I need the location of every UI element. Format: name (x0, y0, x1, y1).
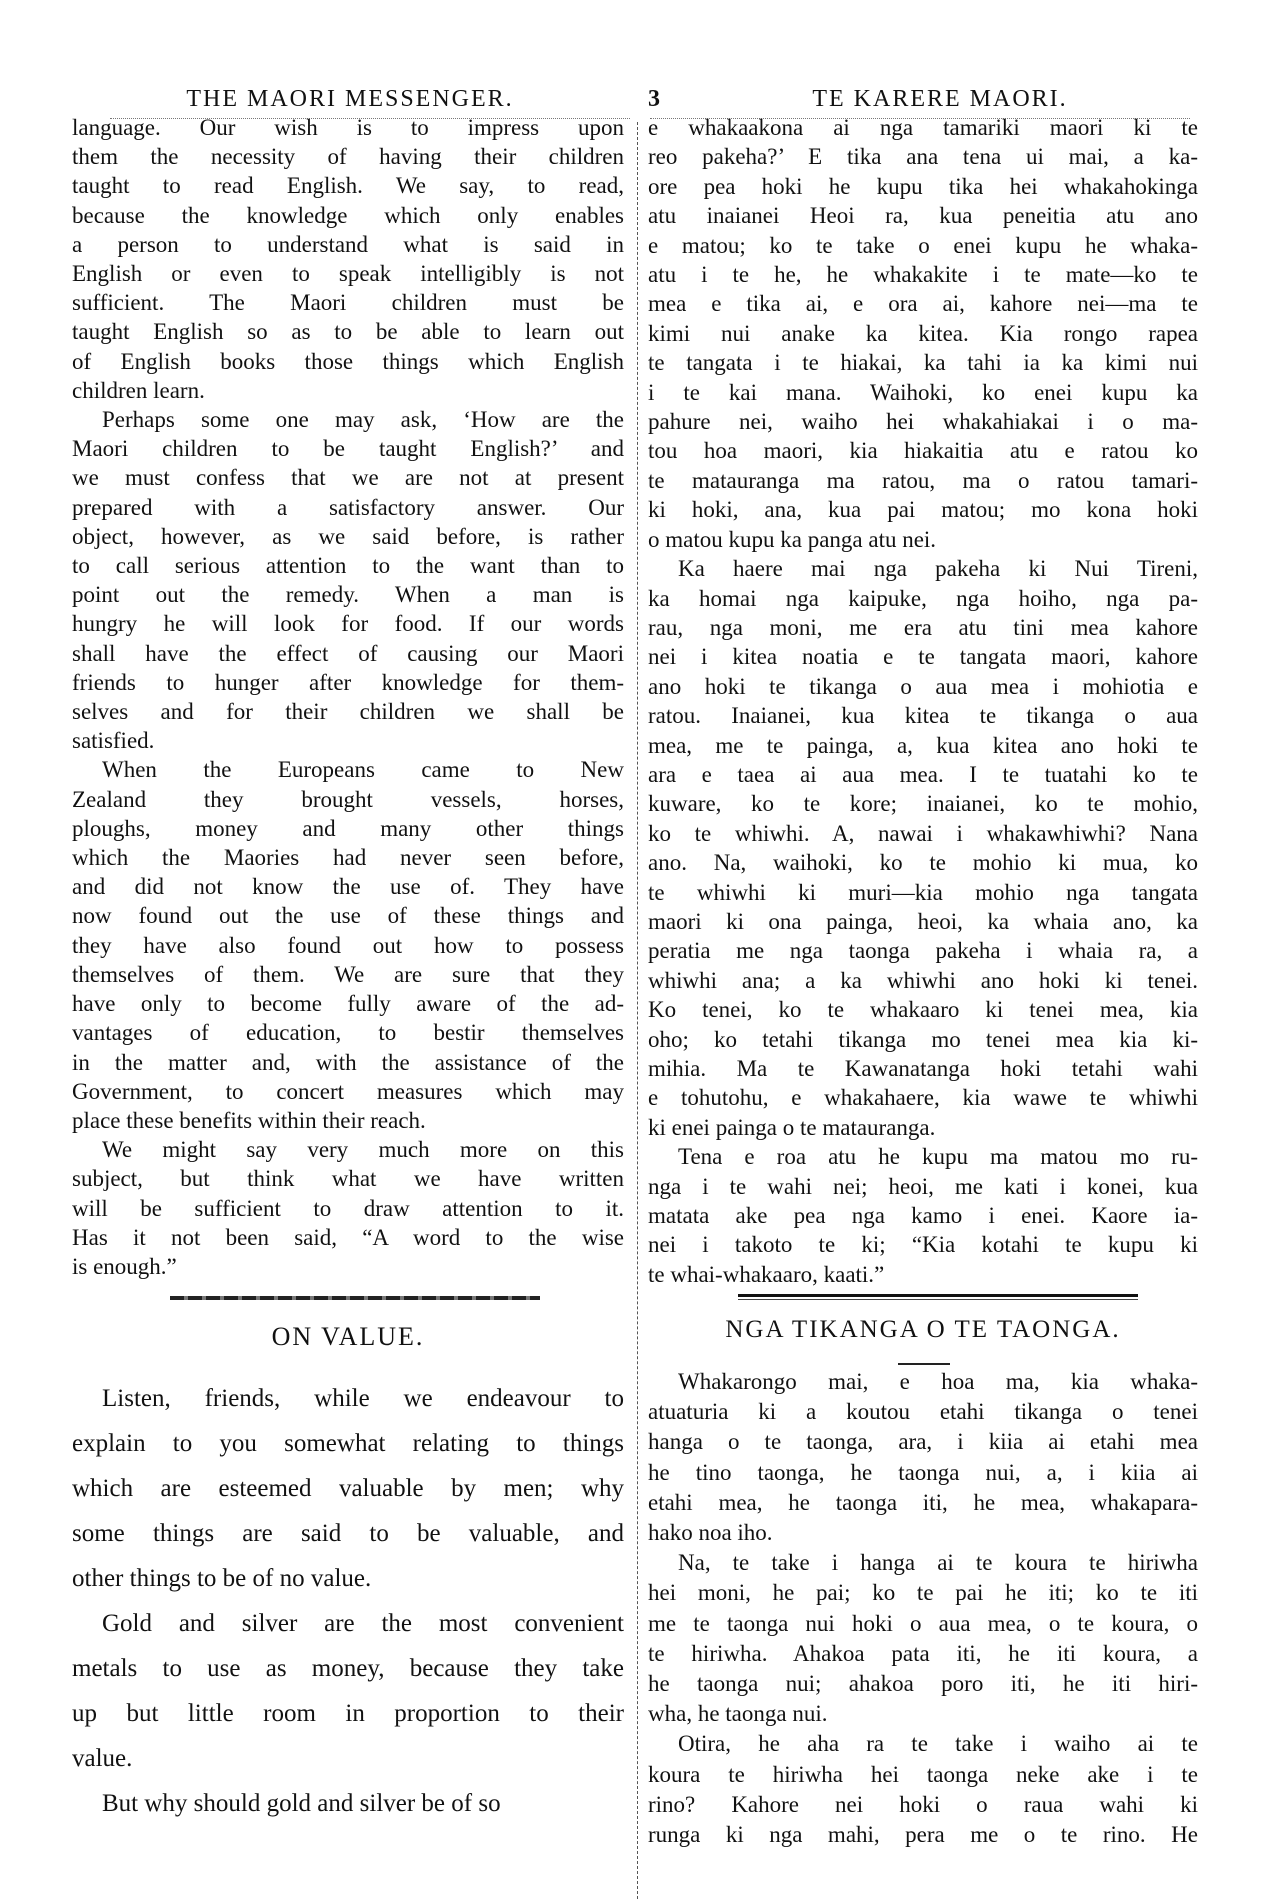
text-line: he taonga nui; ahakoa poro iti, he iti hiri- (648, 1671, 1198, 1697)
article-education-english (72, 113, 624, 1281)
text-line: etahi mea, he taonga iti, he mea, whakapara- (648, 1489, 1198, 1515)
text-line: Whakarongo mai, e hoa ma, kia whaka- (678, 1369, 1198, 1394)
text-line: kimi nui anake ka kitea. Kia rongo rapea (648, 320, 1198, 346)
text-line: in the matter and, with the assistance of the (72, 1049, 624, 1075)
text-line: pahure nei, waiho hei whakahiakai i o ma- (648, 409, 1198, 435)
text-line: tou hoa maori, kia hiakaitia atu e ratou ko (648, 438, 1198, 464)
text-line: koura te hiriwha hei taonga neke ake i te (648, 1761, 1198, 1787)
text-line: e tohutohu, e whakahaere, kia wawe te whiwhi (648, 1085, 1198, 1111)
text-line: sufficient. The Maori children must be (72, 290, 624, 316)
text-line: Has it not been said, “A word to the wise (72, 1224, 624, 1250)
text-line: When the Europeans came to New (102, 757, 624, 783)
text-line: We might say very much more on this (102, 1137, 624, 1163)
text-line: to call serious attention to the want than to (72, 553, 624, 579)
text-line: of English books those things which English (72, 348, 624, 374)
text-line: language. Our wish is to impress upon (72, 115, 624, 140)
text-line: te hiriwha. Ahakoa pata iti, he iti koura, a (648, 1640, 1198, 1666)
text-line: ano hoki te tikanga o aua mea i mohiotia e (648, 673, 1198, 699)
text-line: te tangata i te hiakai, ka tahi ia ka kimi nui (648, 350, 1198, 376)
text-line: we must confess that we are not at present (72, 465, 624, 491)
masthead-maori-title: TE KARERE MAORI. (812, 86, 1068, 112)
nga-tikanga-heading: NGA TIKANGA O TE TAONGA. (725, 1316, 1121, 1343)
text-line: Listen, friends, while we endeavour to (102, 1385, 624, 1412)
text-line: they have also found out how to possess (72, 932, 624, 958)
text-line: object, however, as we said before, is rather (72, 523, 624, 549)
text-line: kuware, ko te kore; inaianei, ko te mohio, (648, 791, 1198, 817)
text-line: ratou. Inaianei, kua kitea te tikanga o aua (648, 703, 1198, 729)
text-line: matata ake pea nga kamo i enei. Kaore ia- (648, 1203, 1198, 1229)
text-line: Ka haere mai nga pakeha ki Nui Tireni, (678, 556, 1198, 582)
text-line: mea e tika ai, e ora ai, kahore nei—ma te (648, 291, 1198, 317)
text-line: Zealand they brought vessels, horses, (72, 786, 624, 812)
text-line: ore pea hoki he kupu tika hei whakahokinga (648, 173, 1198, 199)
text-line: vantages of education, to bestir themselves (72, 1020, 624, 1046)
text-line: rau, nga moni, me era atu tini mea kahore (648, 614, 1198, 640)
text-line: value. (72, 1745, 133, 1772)
text-line: oho; ko tetahi tikanga mo tenei mea kia ki- (648, 1026, 1198, 1052)
text-line: ki enei painga o te matauranga. (648, 1114, 936, 1140)
text-line: taught to read English. We say, to read, (72, 173, 624, 199)
text-line: shall have the effect of causing our Maori (72, 640, 624, 666)
text-line: which the Maories had never seen before, (72, 845, 624, 871)
text-line: he tino taonga, he taonga nui, a, i kiia ai (648, 1459, 1198, 1485)
text-line: Government, to concert measures which may (72, 1078, 624, 1104)
text-line: me te taonga nui hoki o aua mea, o te koura, o (648, 1610, 1198, 1636)
text-line: some things are said to be valuable, and (72, 1520, 624, 1547)
text-line: nga i te wahi nei; heoi, me kati i konei, kua (648, 1173, 1198, 1199)
text-line: te whai-whakaaro, kaati.” (648, 1261, 885, 1287)
text-line: up but little room in proportion to their (72, 1700, 624, 1727)
text-line: ploughs, money and many other things (72, 815, 624, 841)
text-line: point out the remedy. When a man is (72, 582, 624, 608)
text-line: English or even to speak intelligibly is not (72, 261, 624, 287)
ornamental-rule-left (170, 1296, 540, 1300)
text-line: ka homai nga kaipuke, nga hoiho, nga pa- (648, 585, 1198, 611)
text-line: Ko tenei, ko te whakaaro ki tenei mea, kia (648, 997, 1198, 1023)
text-line: prepared with a satisfactory answer. Our (72, 494, 624, 520)
text-line: Maori children to be taught English?’ and (72, 436, 624, 462)
text-line: now found out the use of these things and (72, 903, 624, 929)
text-line: Gold and silver are the most convenient (102, 1610, 624, 1637)
column-divider (637, 122, 638, 1899)
text-line: Otira, he aha ra te take i waiho ai te (678, 1731, 1198, 1757)
text-line: hei moni, he pai; ko te pai he iti; ko te iti (648, 1580, 1198, 1606)
text-line: mihia. Ma te Kawanatanga hoki tetahi wahi (648, 1056, 1198, 1081)
article-on-value (72, 1376, 624, 1826)
text-line: ano. Na, waihoki, ko te mohio ki mua, ko (648, 850, 1198, 876)
text-line: atuaturia ki a koutou etahi tikanga o tenei (648, 1399, 1198, 1425)
article-education-maori (648, 113, 1198, 1289)
text-line: other things to be of no value. (72, 1565, 372, 1592)
page-number: 3 (648, 86, 660, 112)
text-line: maori ki ona painga, heoi, ka whaia ano, ka (648, 908, 1198, 934)
text-line: selves and for their children we shall be (72, 699, 624, 725)
text-line: have only to become fully aware of the ad- (72, 991, 624, 1017)
text-line: a person to understand what is said in (72, 231, 624, 257)
text-line: e matou; ko te take o enei kupu he whaka- (648, 232, 1198, 258)
text-line: is enough.” (72, 1253, 177, 1279)
text-line: friends to hunger after knowledge for them- (72, 669, 624, 695)
text-line: Na, te take i hanga ai te koura te hiriwha (678, 1550, 1198, 1576)
text-line: place these benefits within their reach. (72, 1107, 426, 1133)
text-line: But why should gold and silver be of so (102, 1790, 501, 1817)
on-value-heading: ON VALUE. (271, 1322, 425, 1351)
text-line: hungry he will look for food. If our words (72, 611, 624, 637)
ornamental-rule-right (738, 1294, 1138, 1300)
text-line: explain to you somewhat relating to things (72, 1430, 624, 1457)
masthead-english-title: THE MAORI MESSENGER. (186, 86, 514, 112)
text-line: hanga o te taonga, ara, i kiia ai etahi mea (648, 1429, 1198, 1455)
text-line: whiwhi ana; a ka whiwhi ano hoki ki tenei. (648, 967, 1198, 993)
text-line: runga ki nga mahi, pera me o te rino. He (648, 1822, 1198, 1848)
text-line: nei i kitea noatia e te tangata maori, kahore (648, 644, 1198, 670)
text-line: te whiwhi ki muri—kia mohio nga tangata (648, 879, 1198, 905)
text-line: wha, he taonga nui. (648, 1701, 828, 1727)
text-line: subject, but think what we have written (72, 1166, 624, 1192)
text-line: rino? Kahore nei hoki o raua wahi ki (648, 1791, 1198, 1817)
text-line: metals to use as money, because they take (72, 1655, 624, 1682)
text-line: e whakaakona ai nga tamariki maori ki te (648, 115, 1198, 140)
article-nga-tikanga (648, 1367, 1198, 1850)
text-line: them the necessity of having their children (72, 144, 624, 170)
text-line: Tena e roa atu he kupu ma matou mo ru- (678, 1144, 1198, 1170)
text-line: Perhaps some one may ask, ‘How are the (102, 407, 624, 433)
text-line: i te kai mana. Waihoki, ko enei kupu ka (648, 379, 1198, 405)
text-line: which are esteemed valuable by men; why (72, 1475, 624, 1502)
text-line: ara e taea ai aua mea. I te tuatahi ko te (648, 761, 1198, 787)
text-line: will be sufficient to draw attention to it. (72, 1195, 624, 1221)
text-line: themselves of them. We are sure that they (72, 961, 624, 987)
text-line: taught English so as to be able to learn out (72, 319, 624, 345)
heading-short-rule (898, 1363, 950, 1365)
text-line: nei i takoto te ki; “Kia kotahi te kupu ki (648, 1232, 1198, 1258)
text-line: satisfied. (72, 728, 155, 754)
text-line: atu inaianei Heoi ra, kua peneitia atu ano (648, 203, 1198, 229)
text-line: peratia me nga taonga pakeha i whaia ra, a (648, 938, 1198, 964)
text-line: hako noa iho. (648, 1520, 773, 1546)
text-line: atu i te he, he whakakite i te mate—ko te (648, 262, 1198, 288)
text-line: o matou kupu ka panga atu nei. (648, 526, 937, 552)
text-line: children learn. (72, 377, 205, 403)
text-line: reo pakeha?’ E tika ana tena ui mai, a ka- (648, 144, 1198, 170)
text-line: because the knowledge which only enables (72, 202, 624, 228)
text-line: mea, me te painga, a, kua kitea ano hoki te (648, 732, 1198, 758)
text-line: te matauranga ma ratou, ma o ratou tamari- (648, 467, 1198, 493)
text-line: ko te whiwhi. A, nawai i whakawhiwhi? Nana (648, 820, 1198, 846)
text-line: ki hoki, ana, kua pai matou; mo kona hoki (648, 497, 1198, 523)
text-line: and did not know the use of. They have (72, 874, 624, 900)
